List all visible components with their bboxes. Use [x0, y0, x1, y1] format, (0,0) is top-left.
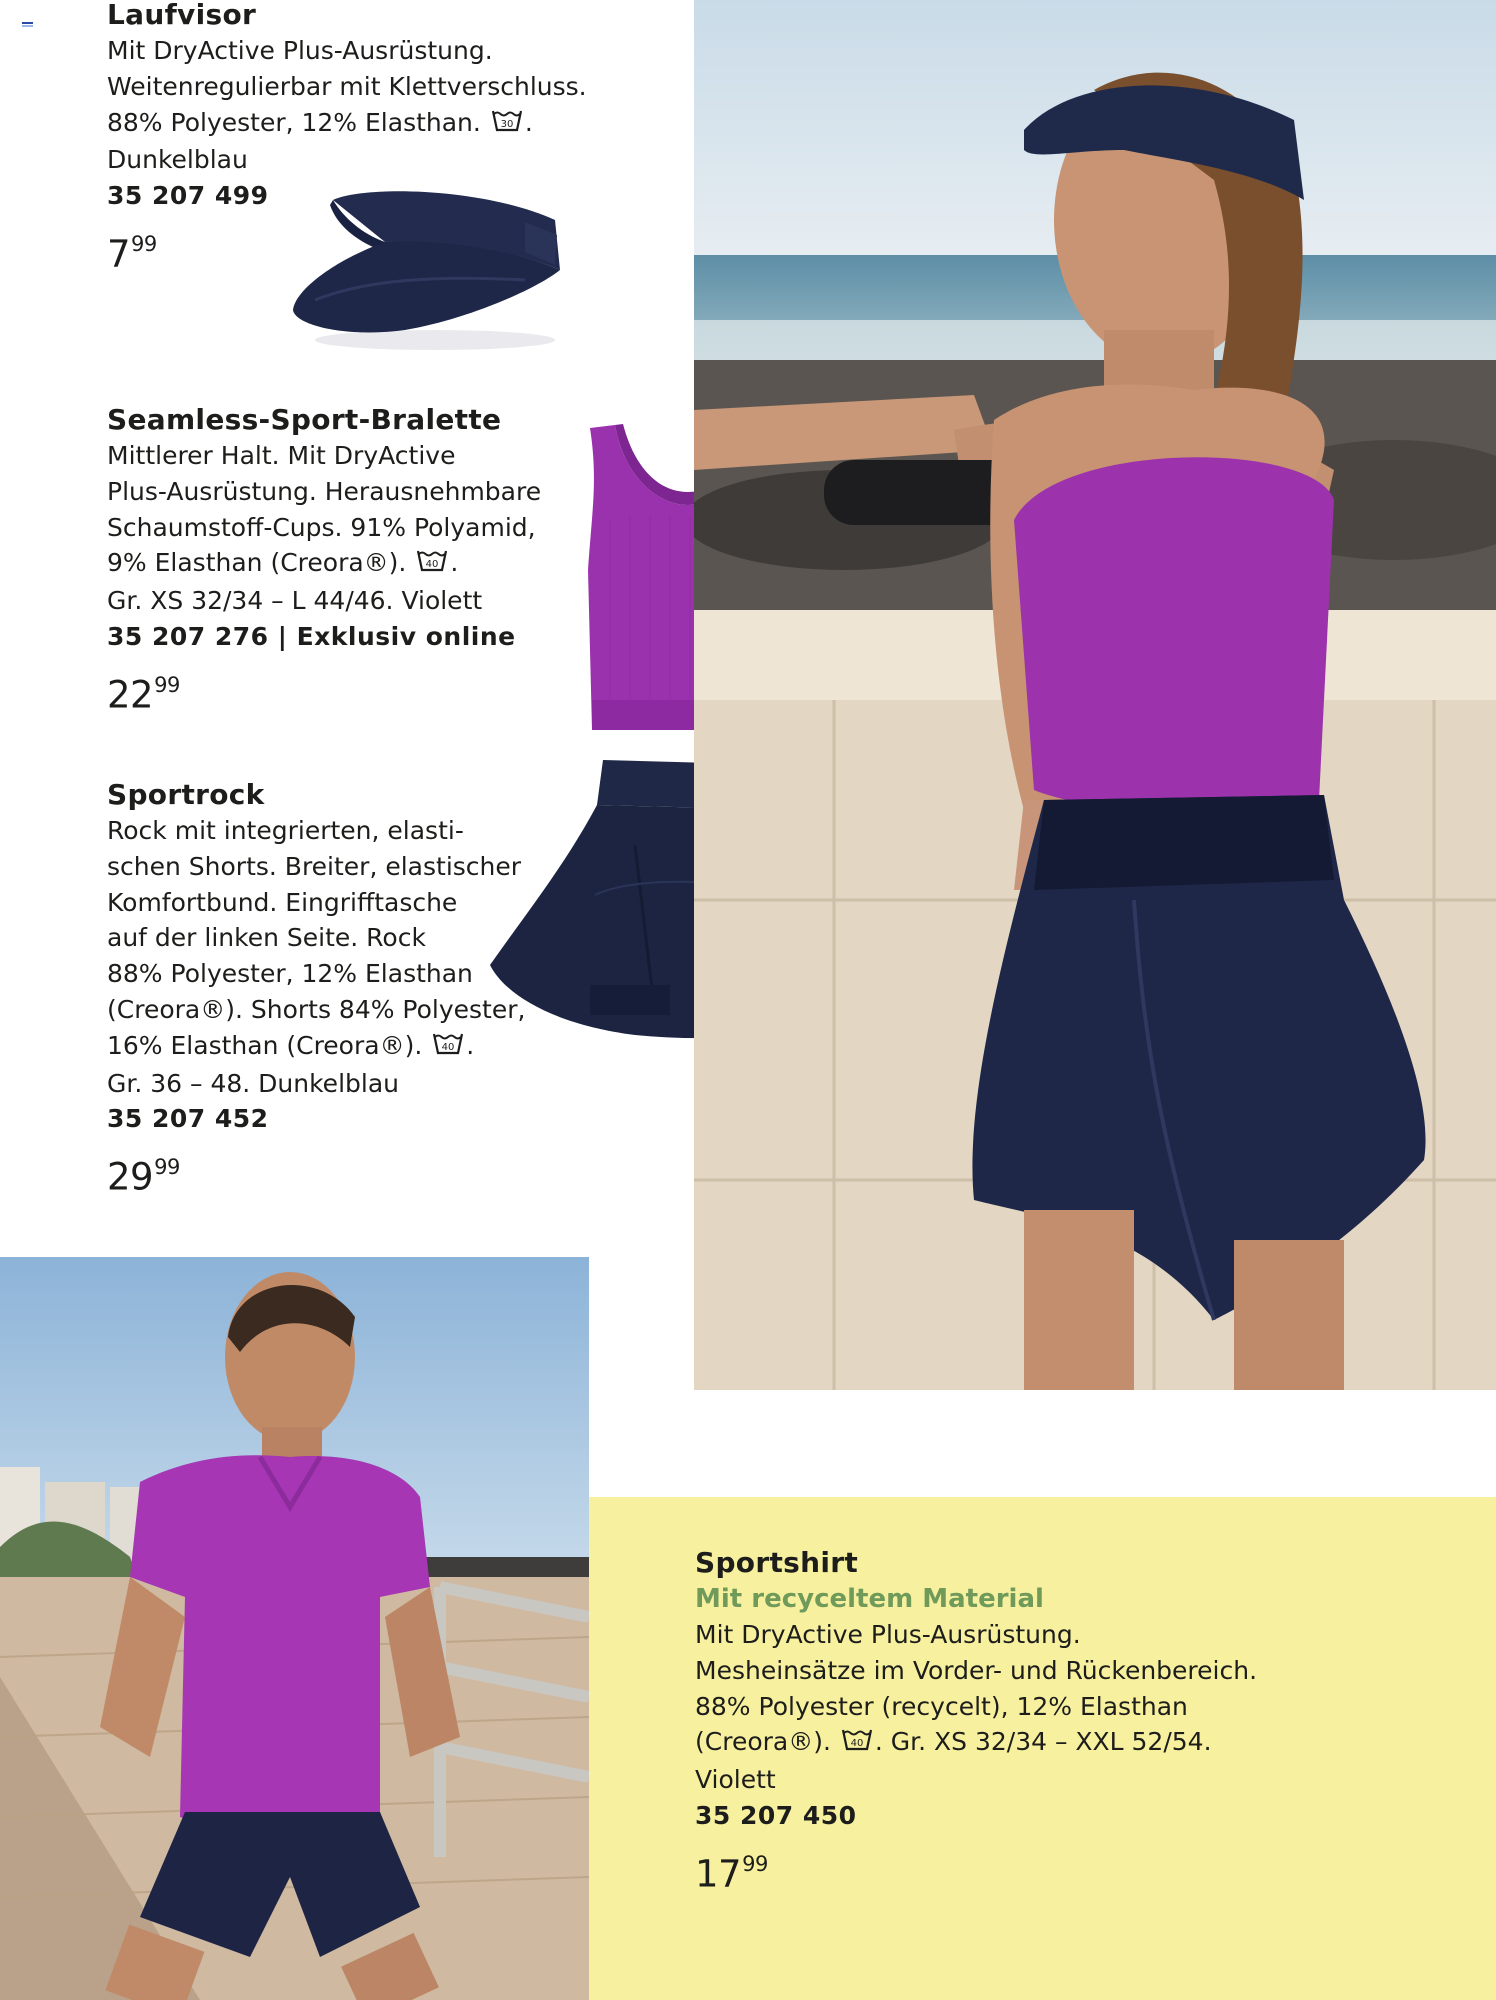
product-desc-line: 16% Elasthan (Creora®). 40 . — [107, 1028, 627, 1066]
product-desc-line: auf der linken Seite. Rock — [107, 923, 426, 953]
price: $29^{99}$ — [107, 1155, 180, 1199]
product-desc-line: Weitenregulierbar mit Klettverschluss. — [107, 71, 587, 101]
product-desc-line: (Creora®). Shorts 84% Polyester, — [107, 994, 526, 1024]
product-desc-line: Dunkelblau — [107, 145, 248, 175]
wash-40-icon — [841, 1726, 873, 1762]
product-sportshirt — [695, 1545, 1455, 1896]
wash-40-icon — [432, 1030, 464, 1066]
product-desc-line: 88% Polyester, 12% Elasthan — [107, 959, 473, 989]
product-desc-line: Rock mit integrierten, elasti- — [107, 816, 464, 845]
product-desc-line: 88% Polyester (recycelt), 12% Elasthan — [695, 1691, 1188, 1721]
product-desc-line: Mit DryActive Plus-Ausrüstung. — [695, 1620, 1081, 1649]
product-desc-line: schen Shorts. Breiter, elastischer — [107, 851, 522, 881]
product-desc-line: Gr. 36 – 48. Dunkelblau — [107, 1068, 399, 1098]
svg-text:40: 40 — [441, 1041, 455, 1053]
product-subtitle: Mit recyceltem Material — [695, 1584, 1044, 1614]
product-desc-line: Mesheinsätze im Vorder- und Rückenbereich. — [695, 1655, 1258, 1685]
visor-product-image — [285, 180, 575, 355]
price: $22^{99}$ — [107, 672, 180, 717]
wash-30-icon — [491, 107, 523, 143]
article-number: 35 207 276 | Exklusiv online — [107, 621, 516, 651]
product-title: Seamless-Sport-Bralette — [107, 403, 502, 436]
product-desc-line: (Creora®). 40 . Gr. XS 32/34 – XXL 52/54. — [695, 1724, 1455, 1762]
product-bralette — [107, 402, 627, 717]
product-title: Sportshirt — [695, 1546, 859, 1579]
wash-40-icon — [416, 547, 448, 583]
model-photo-bralette-skirt — [694, 0, 1496, 1390]
product-desc-line: 88% Polyester, 12% Elasthan. 30 . — [107, 105, 607, 143]
svg-text:40: 40 — [425, 559, 439, 571]
product-desc-line: Gr. XS 32/34 – L 44/46. Violett — [107, 586, 483, 616]
product-desc-line: Schaumstoff-Cups. 91% Polyamid, — [107, 512, 536, 542]
flag-icon — [22, 22, 33, 30]
article-number: 35 207 452 — [107, 1104, 269, 1134]
product-desc-line: Plus-Ausrüstung. Herausnehmbare — [107, 476, 542, 506]
svg-text:40: 40 — [850, 1738, 864, 1750]
product-desc-line: Komfortbund. Eingrifftasche — [107, 887, 458, 917]
article-number: 35 207 450 — [695, 1800, 857, 1830]
product-desc-line: Violett — [695, 1765, 776, 1795]
price: $17^{99}$ — [695, 1851, 768, 1896]
price: $7^{99}$ — [107, 232, 157, 276]
product-title: Laufvisor — [107, 0, 257, 31]
article-number: 35 207 499 — [107, 181, 269, 211]
model-photo-sportshirt — [0, 1257, 589, 2000]
svg-text:30: 30 — [500, 118, 514, 130]
product-desc-line: 9% Elasthan (Creora®). 40 . — [107, 545, 627, 583]
product-title: Sportrock — [107, 778, 265, 811]
product-desc-line: Mittlerer Halt. Mit DryActive — [107, 441, 456, 470]
product-desc-line: Mit DryActive Plus-Ausrüstung. — [107, 36, 493, 65]
